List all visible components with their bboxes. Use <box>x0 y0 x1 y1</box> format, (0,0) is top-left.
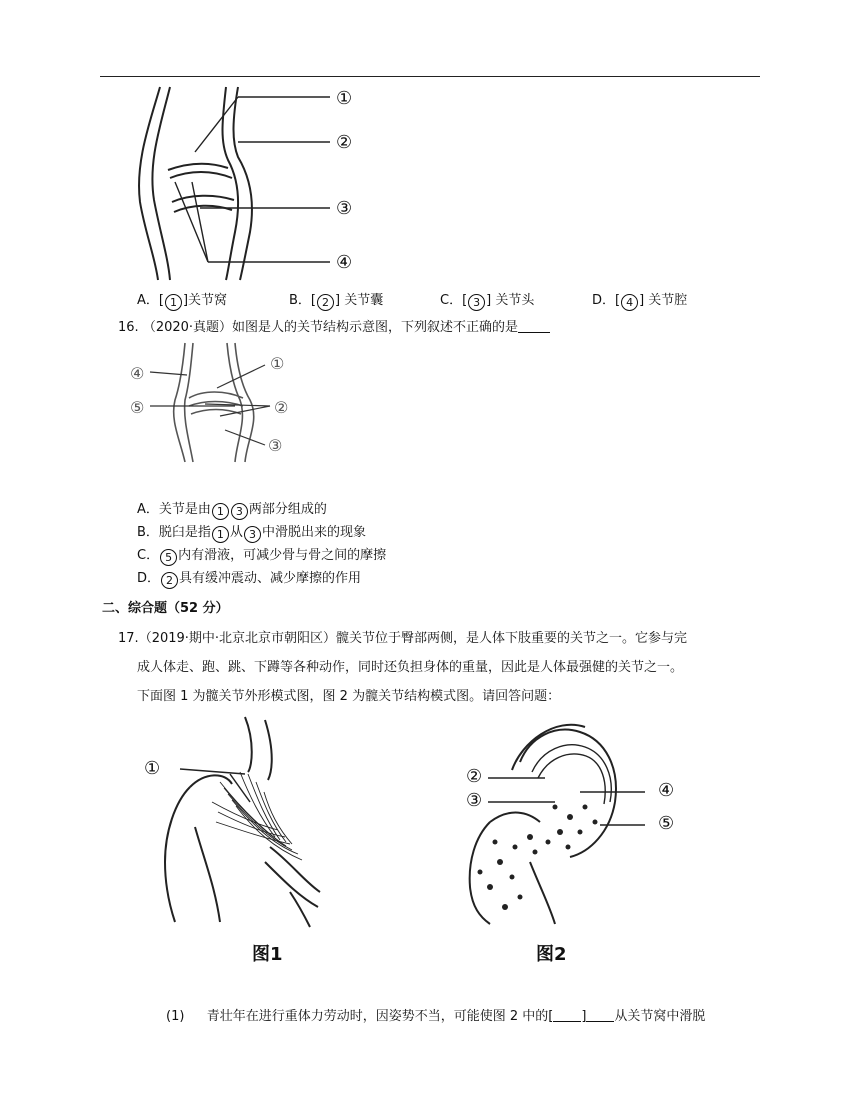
fig1-caption: 图1 <box>252 944 283 965</box>
option-text: B．脱臼是指 <box>137 525 211 540</box>
fig1-label-1: ① <box>144 758 161 779</box>
option-letter: C．[ <box>440 293 468 308</box>
sub-question-text-end: 从关节窝中滑脱 <box>614 1009 706 1024</box>
header-rule <box>100 76 760 77</box>
question-number: 17. <box>118 631 139 646</box>
circled-number: 5 <box>160 549 177 566</box>
circled-number: 3 <box>468 294 485 311</box>
fig2-label-4: ④ <box>658 780 675 801</box>
q17-line-3: 下面图 1 为髋关节外形模式图，图 2 为髋关节结构模式图。请回答问题： <box>137 689 561 704</box>
q15-option-c[interactable] <box>440 289 534 311</box>
option-text: 中滑脱出来的现象 <box>261 525 366 540</box>
fig2-label-5: ⑤ <box>658 813 675 834</box>
q16-label-5: ⑤ <box>130 398 145 417</box>
q17-sub1 <box>166 1005 705 1024</box>
answer-blank-name[interactable] <box>586 1009 614 1022</box>
option-letter: A．[ <box>137 293 164 308</box>
q15-option-a[interactable] <box>137 289 227 311</box>
q15-option-d[interactable] <box>592 289 687 311</box>
question-text: （2019·期中·北京北京市朝阳区）髋关节位于臀部两侧，是人体下肢重要的关节之一。它参与完 <box>138 631 688 646</box>
q16-label-3: ③ <box>268 436 283 455</box>
circled-number: 1 <box>165 294 182 311</box>
sub-question-number: (1) <box>166 1009 185 1024</box>
label-3: ③ <box>336 198 353 219</box>
q16-option-b[interactable] <box>137 521 366 543</box>
q16-label-2: ② <box>274 398 289 417</box>
option-text: 内有滑液，可减少骨与骨之间的摩擦 <box>178 548 387 563</box>
option-text: D． <box>137 571 161 586</box>
q16-option-a[interactable] <box>137 498 327 520</box>
sub-question-text: 青壮年在进行重体力劳动时，因姿势不当，可能使图 2 中的[ <box>206 1009 554 1024</box>
option-letter: B．[ <box>289 293 316 308</box>
circled-number: 4 <box>621 294 638 311</box>
option-text: ]关节窝 <box>182 293 228 308</box>
circled-number: 1 <box>212 503 229 520</box>
option-text: ] 关节头 <box>486 293 535 308</box>
q16-label-1: ① <box>270 354 285 373</box>
q15-option-b[interactable] <box>289 289 383 311</box>
hip-exterior-figure <box>160 712 330 932</box>
circled-number: 2 <box>161 572 178 589</box>
option-text: ] 关节腔 <box>639 293 688 308</box>
hip-structure-figure <box>460 712 660 932</box>
fig2-caption: 图2 <box>536 944 567 965</box>
option-text: 从 <box>229 525 243 540</box>
q16-stem <box>118 316 550 335</box>
q17-line-1 <box>118 627 687 646</box>
option-text: 具有缓冲震动、减少摩擦的作用 <box>179 571 362 586</box>
answer-blank[interactable] <box>518 320 550 333</box>
option-text: C． <box>137 548 160 563</box>
circled-number: 1 <box>212 526 229 543</box>
bracket-close: ] <box>581 1009 587 1024</box>
option-text: ] 关节囊 <box>335 293 384 308</box>
circled-number: 3 <box>244 526 261 543</box>
label-1: ① <box>336 88 353 109</box>
fig2-label-2: ② <box>466 766 483 787</box>
question-number: 16. <box>118 320 139 335</box>
section-title: 二、综合题（52 分） <box>102 601 229 616</box>
q16-option-c[interactable] <box>137 544 386 566</box>
circled-number: 3 <box>231 503 248 520</box>
option-text: A．关节是由 <box>137 502 211 517</box>
circled-number: 2 <box>317 294 334 311</box>
question-text: （2020·真题）如图是人的关节结构示意图，下列叙述不正确的是 <box>142 320 519 335</box>
q16-option-d[interactable] <box>137 567 361 589</box>
q17-line-2: 成人体走、跑、跳、下蹲等各种动作，同时还负担身体的重量，因此是人体最强健的关节之一。 <box>137 660 684 675</box>
label-4: ④ <box>336 252 353 273</box>
fig2-label-3: ③ <box>466 790 483 811</box>
option-text: 两部分组成的 <box>248 502 327 517</box>
label-2: ② <box>336 132 353 153</box>
option-letter: D．[ <box>592 293 621 308</box>
answer-blank-number[interactable] <box>553 1009 581 1022</box>
q16-label-4: ④ <box>130 364 145 383</box>
